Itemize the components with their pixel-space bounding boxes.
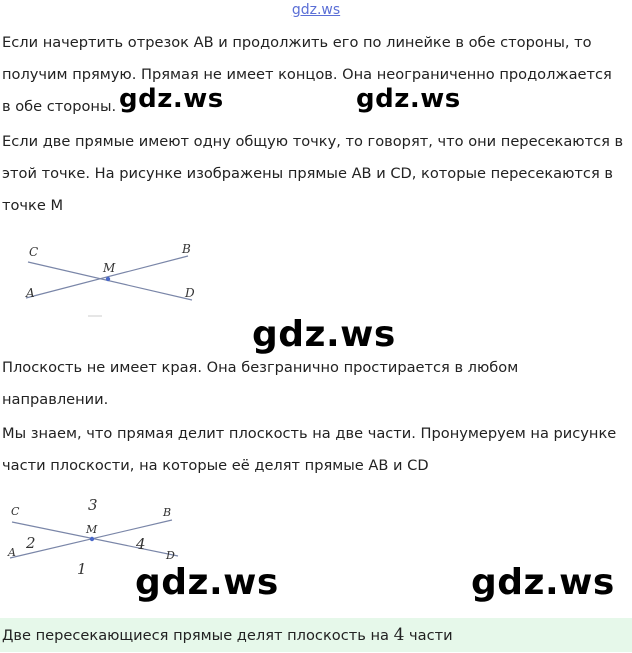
label-a: A — [26, 286, 35, 300]
watermark: gdz.ws — [356, 84, 461, 114]
watermark: gdz.ws — [471, 562, 615, 603]
intersecting-lines-figure — [20, 236, 210, 318]
label-d: D — [166, 549, 175, 562]
conclusion-number: 4 — [393, 625, 405, 645]
label-a: A — [8, 546, 16, 559]
region-4: 4 — [136, 535, 146, 553]
paragraph-line: Если начертить отрезок АВ и продолжить его по линейке в обе стороны, то — [2, 34, 592, 51]
paragraph-line: Плоскость не имеет края. Она безгранично простирается в любом — [2, 359, 519, 376]
paragraph-line: части плоскости, на которые её делят прямые АВ и CD — [2, 457, 429, 474]
paragraph-line: Мы знаем, что прямая делит плоскость на две части. Пронумеруем на рисунке — [2, 425, 617, 442]
label-c: C — [29, 245, 39, 259]
site-link[interactable]: gdz.ws — [291, 2, 341, 18]
label-c: C — [11, 505, 20, 518]
paragraph-line: Если две прямые имеют одну общую точку, то говорят, что они пересекаются в — [2, 133, 624, 150]
watermark: gdz.ws — [135, 562, 279, 603]
conclusion-box — [0, 618, 632, 652]
watermark: gdz.ws — [119, 84, 224, 114]
region-1: 1 — [77, 560, 87, 578]
region-2: 2 — [26, 534, 36, 552]
conclusion-text: Две пересекающиеся прямые делят плоскость на — [2, 627, 394, 644]
watermark: gdz.ws — [252, 314, 396, 355]
label-d: D — [185, 286, 195, 300]
label-m: M — [86, 523, 98, 536]
paragraph-line: направлении. — [2, 391, 109, 408]
paragraph-line: этой точке. На рисунке изображены прямые АВ и CD, которые пересекаются в — [2, 165, 613, 182]
point-m — [90, 537, 94, 541]
paragraph-line: в обе стороны. — [2, 98, 117, 115]
region-3: 3 — [88, 496, 98, 514]
label-b: B — [163, 506, 172, 519]
label-m: M — [103, 261, 116, 275]
paragraph-line: получим прямую. Прямая не имеет концов. Она неограниченно продолжается — [2, 66, 612, 83]
conclusion-text-end: части — [404, 627, 453, 644]
paragraph-line: точке М — [2, 197, 64, 214]
label-b: B — [182, 242, 191, 256]
point-m — [106, 277, 110, 281]
